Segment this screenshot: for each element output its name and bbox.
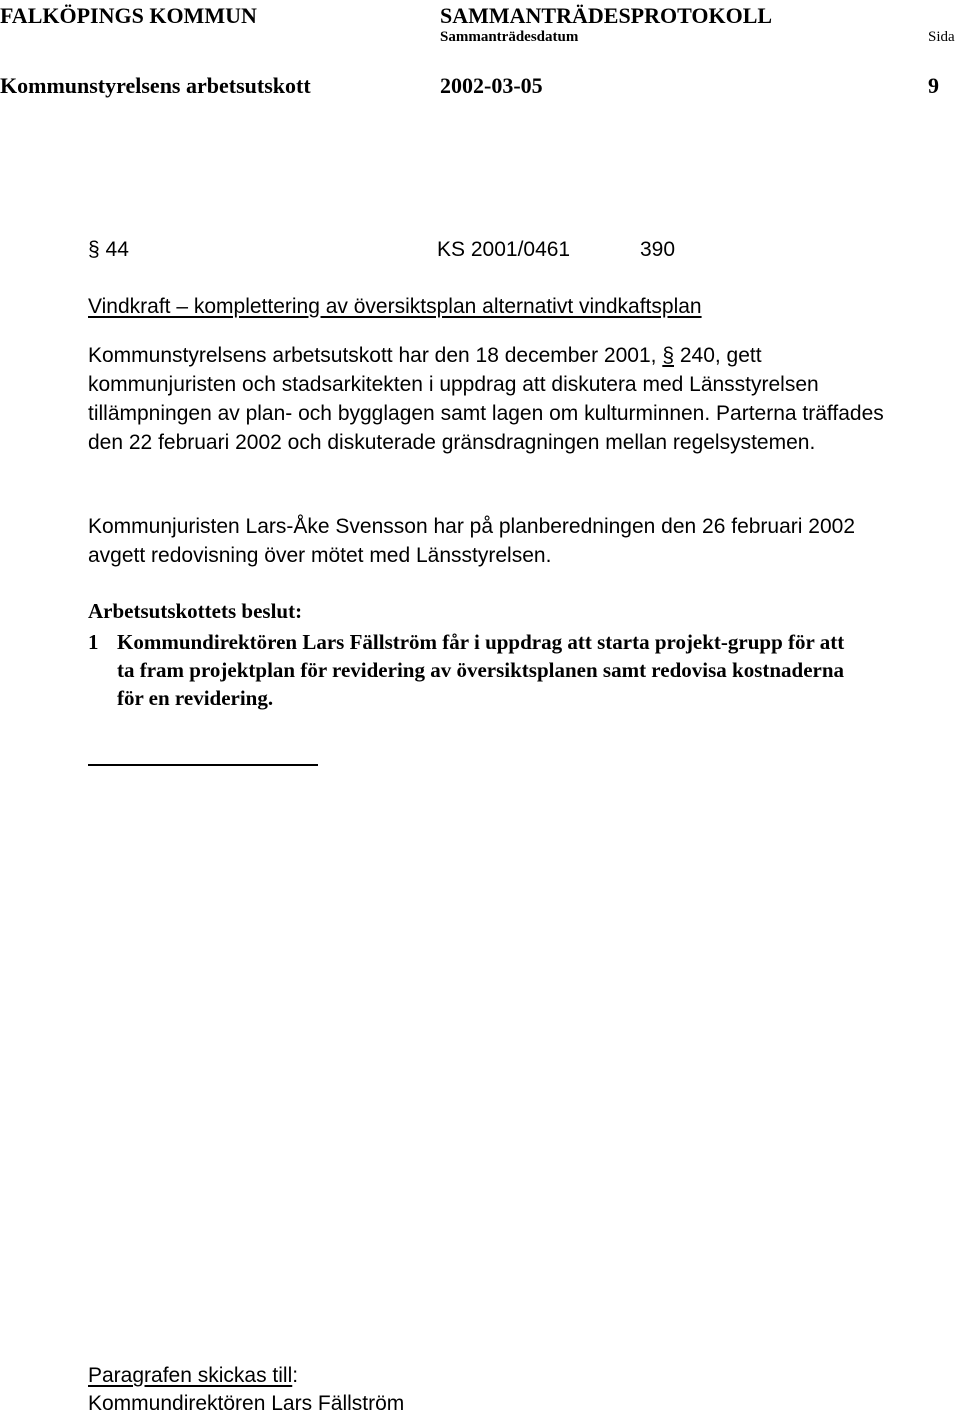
page-label: Sida xyxy=(928,29,955,45)
decision-item xyxy=(88,628,848,712)
decision-heading: Arbetsutskottets beslut: xyxy=(88,599,303,623)
date-label: Sammanträdesdatum xyxy=(440,29,579,45)
distribution-recipient: Kommundirektören Lars Fällström xyxy=(88,1392,405,1415)
section-number-line xyxy=(88,235,129,264)
document-type: SAMMANTRÄDESPROTOKOLL xyxy=(440,3,773,28)
separator-line xyxy=(88,764,318,766)
section-number: 44 xyxy=(105,238,129,261)
paragraph-text: 240, gett kommunjuristen och stadsarkitekten i uppdrag att diskutera med Länsstyrelsen tillämpningen av plan- och bygglagen samt lagen om kulturminnen. Parterna träffades den 22 februari 2002 och diskuterade gränsdragningen mellan regelsystemen. xyxy=(88,344,884,454)
decision-item-text: Kommundirektören Lars Fällström får i uppdrag att starta projekt-grupp för att ta fram projektplan för revidering av översiktsplanen samt redovisa kostnaderna för en revidering. xyxy=(117,630,845,710)
meeting-date: 2002-03-05 xyxy=(440,73,543,98)
case-number: KS 2001/0461 xyxy=(437,238,571,261)
distribution-colon: : xyxy=(292,1364,299,1387)
section-symbol: § xyxy=(88,238,100,261)
section-title: Vindkraft – komplettering av översiktsplan alternativt vindkaftsplan xyxy=(88,295,702,318)
paragraph-background xyxy=(88,341,908,457)
section-symbol: § xyxy=(662,344,674,367)
municipality-name: FALKÖPINGS KOMMUN xyxy=(0,3,257,28)
distribution-label xyxy=(88,1361,298,1390)
distribution-label-text: Paragrafen skickas till xyxy=(88,1364,293,1387)
paragraph-text: Kommunstyrelsens arbetsutskott har den 18 december 2001, xyxy=(88,344,663,367)
case-code: 390 xyxy=(640,238,676,261)
committee-name: Kommunstyrelsens arbetsutskott xyxy=(0,73,311,98)
page-number: 9 xyxy=(928,73,939,98)
paragraph-report: Kommunjuristen Lars-Åke Svensson har på planberedningen den 26 februari 2002 avgett redovisning över mötet med Länsstyrelsen. xyxy=(88,515,855,567)
decision-item-number: 1 xyxy=(88,630,99,654)
